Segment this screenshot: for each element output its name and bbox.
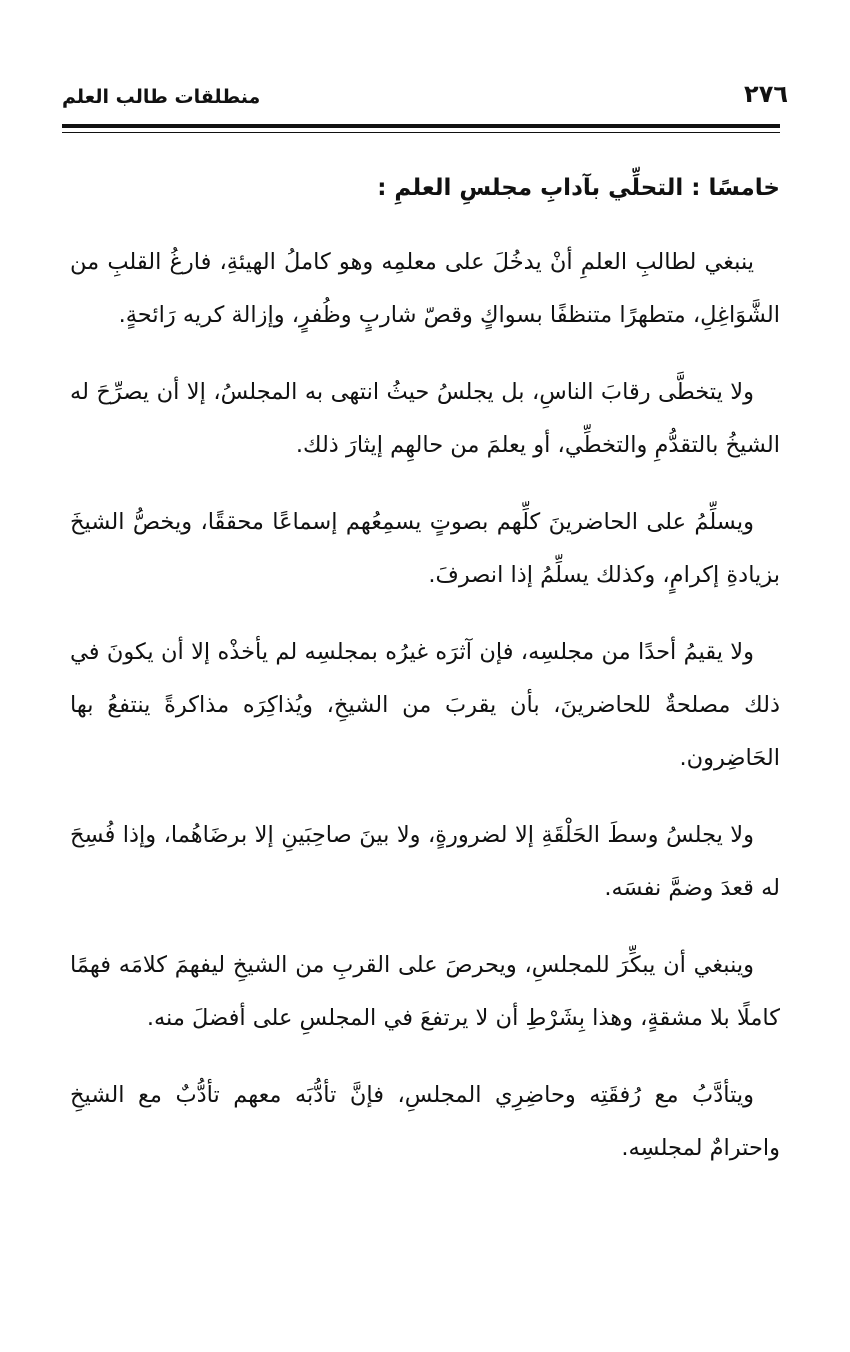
running-header bbox=[62, 68, 788, 108]
book-title: منطلقات طالب العلم bbox=[62, 86, 261, 108]
paragraph-7: ويتأدَّبُ مع رُفقَتِه وحاضِرِي المجلسِ، فإنَّ تأدُّبَه معهم تأدُّبٌ مع الشيخِ واحترامٌ لمجلسِه. bbox=[70, 1082, 780, 1161]
paragraph-5: ولا يجلسُ وسطَ الحَلْقَةِ إلا لضرورةٍ، ولا بينَ صاحِبَينِ إلا برضَاهُما، وإذا فُسِحَ له قعدَ وضمَّ نفسَه. bbox=[70, 822, 780, 901]
header-rule-thin bbox=[62, 132, 780, 133]
page-number: ٢٧٦ bbox=[744, 80, 788, 108]
section-heading: خامسًا : التحلِّي بآدابِ مجلسِ العلمِ : bbox=[377, 175, 780, 201]
paragraph-6: وينبغي أن يبكِّرَ للمجلسِ، ويحرصَ على القربِ من الشيخِ ليفهمَ كلامَه فهمًا كاملًا بلا مشقةٍ، وهذا بِشَرْطِ أن لا يرتفعَ في المجلسِ على أفضلَ منه. bbox=[70, 952, 780, 1031]
paragraph-1: ينبغي لطالبِ العلمِ أنْ يدخُلَ على معلمِه وهو كاملُ الهيئةِ، فارغُ القلبِ من الشَّوَاغِلِ، متطهرًا متنظفًا بسواكٍ وقصّ شاربٍ وظُفرٍ، وإزالة كريه رَائحةٍ. bbox=[70, 249, 780, 328]
body-text bbox=[70, 236, 780, 1199]
paragraph-2: ولا يتخطَّى رقابَ الناسِ، بل يجلسُ حيثُ انتهى به المجلسُ، إلا أن يصرِّحَ له الشيخُ بالتقدُّمِ والتخطِّي، أو يعلمَ من حالهِم إيثارَ ذلك. bbox=[70, 379, 780, 458]
paragraph-4: ولا يقيمُ أحدًا من مجلسِه، فإن آثرَه غيرُه بمجلسِه لم يأخذْه إلا أن يكونَ في ذلك مصلحةٌ للحاضرينَ، بأن يقربَ من الشيخِ، ويُذاكِرَه مذاكرةً ينتفعُ بها الحَاضِرون. bbox=[70, 639, 780, 771]
paragraph-3: ويسلِّمُ على الحاضرينَ كلِّهم بصوتٍ يسمِعُهم إسماعًا محققًا، ويخصُّ الشيخَ بزيادةِ إكرامٍ، وكذلك يسلِّمُ إذا انصرفَ. bbox=[70, 509, 780, 588]
header-rule-thick bbox=[62, 124, 780, 128]
